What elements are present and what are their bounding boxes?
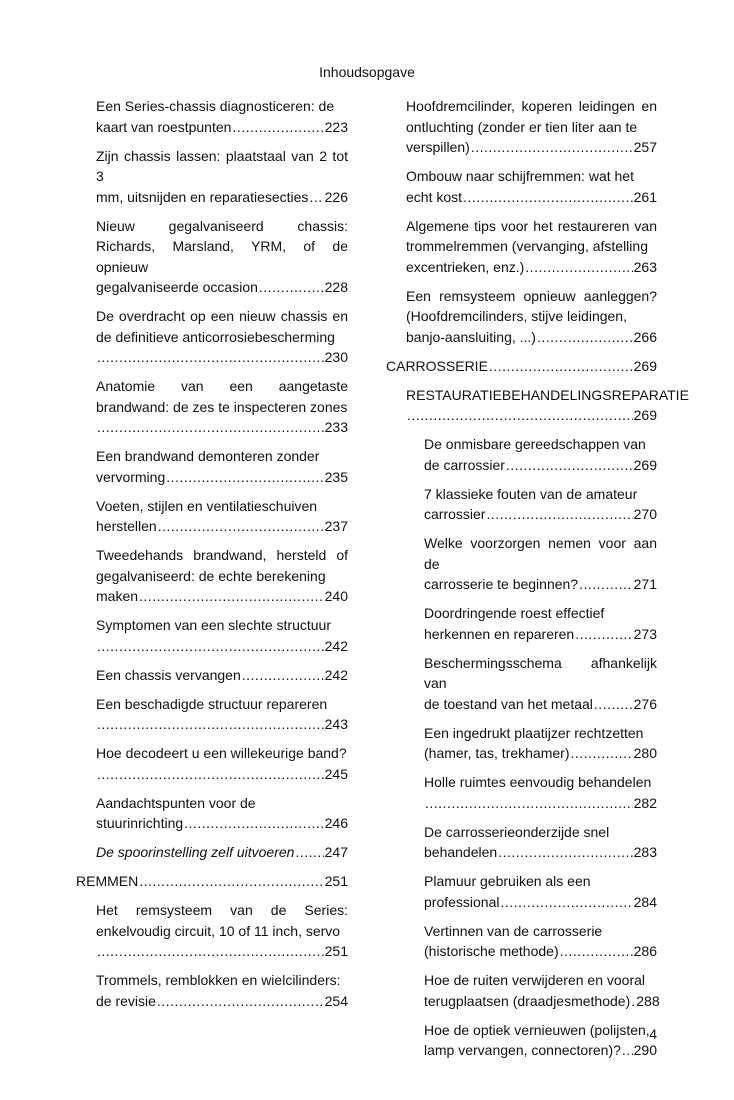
toc-entry[interactable] [76, 545, 348, 607]
toc-page-number: 271 [633, 576, 657, 592]
toc-entry-title: Nieuw gegalvaniseerd chassis: Richards, Marsland, YRM, of de opnieuw [96, 217, 348, 275]
toc-entry-title: Anatomie van een aangetaste brandwand: de zes te inspecteren zones [96, 378, 348, 415]
toc-entry[interactable] [76, 216, 348, 298]
toc-entry-title-end: (historische methode) [424, 943, 559, 959]
toc-entry[interactable] [76, 743, 348, 784]
toc-entry[interactable] [76, 665, 348, 686]
dot-leader [295, 842, 323, 863]
dot-leader [506, 455, 633, 476]
toc-page-number: 288 [636, 992, 660, 1009]
toc-entry-title: Hoe de optiek vernieuwen (polijsten, [424, 1021, 650, 1038]
toc-entry-title-end: mm, uitsnijden en reparatiesecties [96, 188, 309, 205]
dot-leader [139, 871, 323, 892]
dot-leader [242, 665, 324, 686]
toc-page-number: 242 [324, 637, 348, 654]
toc-entry-title: Hoe decodeert u een willekeurige band? [96, 745, 347, 761]
toc-page-number: 273 [633, 625, 657, 642]
dot-leader [97, 764, 324, 785]
toc-entry-title-end: excentrieken, enz.) [406, 258, 525, 275]
toc-entry[interactable] [76, 446, 348, 487]
toc-entry[interactable] [76, 615, 348, 656]
toc-entry-title: De overdracht op een nieuw chassis en de definitieve anticorrosiebescherming [96, 308, 348, 345]
toc-entry-title: Hoofdremcilinder, koperen leidingen en ontluchting (zonder er tien liter aan te [406, 98, 657, 135]
toc-entry-title-end: carrosserie te beginnen? [424, 576, 579, 592]
toc-entry[interactable] [76, 842, 348, 863]
toc-entry-title: Trommels, remblokken en wielcilinders: [96, 972, 341, 988]
page-number: 4 [649, 1026, 657, 1042]
toc-entry-title: Een Series-chassis diagnosticeren: de [96, 98, 335, 114]
dot-leader [157, 991, 324, 1012]
toc-entry-title-end: lamp vervangen, connectoren)? [424, 1042, 621, 1058]
toc-left-column [76, 96, 348, 1020]
toc-entry-title: Algemene tips voor het restaureren van trommelremmen (vervanging, afstelling [406, 217, 657, 254]
dot-leader [407, 405, 633, 426]
toc-entry-title: Een beschadigde structuur repareren [96, 695, 328, 712]
toc-page-number: 269 [633, 357, 657, 374]
toc-page-number: 266 [633, 328, 657, 345]
toc-entry-title-end: CARROSSERIE [386, 357, 488, 374]
dot-leader [631, 991, 635, 1012]
page-title: Inhoudsopgave [319, 64, 415, 80]
dot-leader [486, 504, 632, 525]
dot-leader [97, 417, 324, 438]
toc-entry[interactable] [386, 484, 657, 525]
toc-entry[interactable] [76, 496, 348, 537]
toc-page-number: 242 [324, 666, 348, 683]
toc-entry-title: Holle ruimtes eenvoudig behandelen [424, 774, 652, 790]
toc-entry[interactable] [386, 653, 657, 715]
toc-entry-title-end: de toestand van het metaal [424, 695, 593, 712]
toc-page-number: 269 [633, 456, 657, 473]
toc-entry[interactable] [76, 793, 348, 834]
toc-entry-title: Symptomen van een slechte structuur [96, 617, 332, 633]
toc-entry[interactable] [386, 871, 657, 912]
dot-leader [594, 694, 633, 715]
toc-page-number: 261 [633, 188, 657, 205]
toc-entry-title-end: carrossier [424, 506, 486, 522]
toc-page-number: 243 [324, 716, 348, 732]
toc-section-heading[interactable] [76, 871, 348, 892]
toc-entry[interactable] [386, 286, 657, 348]
toc-page-number: 245 [324, 765, 348, 782]
toc-entry-title: Een ingedrukt plaatijzer rechtzetten [424, 724, 644, 741]
toc-entry-title: De onmisbare gereedschappen van [424, 436, 646, 452]
dot-leader [97, 636, 324, 657]
toc-entry[interactable] [386, 96, 657, 158]
dot-leader [537, 327, 633, 348]
dot-leader [525, 257, 632, 278]
dot-leader [489, 356, 633, 377]
toc-entry-title-end: kaart van roestpunten [96, 118, 232, 135]
dot-leader [158, 516, 324, 537]
toc-entry-title-end: professional [424, 893, 500, 910]
toc-page-number: 257 [633, 139, 657, 155]
toc-page-number: 230 [324, 349, 348, 365]
toc-entry-title: RESTAURATIEBEHANDELINGSREPARATIE [406, 386, 689, 403]
toc-page-number: 223 [324, 118, 348, 135]
toc-page-number: 286 [633, 943, 657, 959]
toc-entry-title: Een remsysteem opnieuw aanleggen? (Hoofdremcilinders, stijve leidingen, [406, 287, 657, 324]
toc-entry[interactable] [76, 970, 348, 1011]
toc-entry-title-end: herstellen [96, 518, 157, 534]
toc-entry-title-end: vervorming [96, 468, 166, 485]
toc-entry-title-end: terugplaatsen (draadjesmethode) [424, 992, 631, 1009]
toc-page-number: 240 [324, 588, 348, 604]
toc-page-number: 280 [633, 745, 657, 761]
dot-leader [309, 187, 323, 208]
toc-entry[interactable] [386, 970, 660, 1011]
toc-entry-title: Hoe de ruiten verwijderen en vooral [424, 972, 646, 988]
toc-page-number: 226 [324, 188, 348, 205]
toc-page-number: 251 [324, 943, 348, 959]
toc-page-number: 283 [633, 844, 657, 860]
dot-leader [501, 892, 633, 913]
toc-entry-title: De carrosserieonderzijde snel [424, 823, 610, 840]
toc-entry-title: Aandachtspunten voor de [96, 794, 256, 811]
toc-entry-title-end: verspillen) [406, 139, 470, 155]
toc-entry[interactable] [386, 822, 657, 863]
toc-entry-title: Een brandwand demonteren zonder [96, 448, 320, 464]
dot-leader [425, 793, 633, 814]
toc-page-number: 276 [633, 695, 657, 712]
toc-entry[interactable] [76, 306, 348, 368]
toc-page-number: 246 [324, 815, 348, 831]
toc-entry[interactable] [386, 385, 689, 426]
toc-page-number: 270 [633, 506, 657, 522]
toc-entry[interactable] [386, 533, 657, 595]
toc-entry-title: Doordringende roest effectief [424, 605, 605, 621]
dot-leader [259, 277, 324, 298]
toc-entry-title-end: maken [96, 588, 139, 604]
dot-leader [139, 586, 324, 607]
toc-page-number: 290 [633, 1042, 657, 1058]
toc-entry-title-end: behandelen [424, 844, 498, 860]
dot-leader [463, 187, 633, 208]
toc-entry[interactable] [76, 694, 348, 735]
toc-entry-title: Het remsysteem van de Series: enkelvoudig circuit, 10 of 11 inch, servo [96, 902, 348, 939]
toc-entry-title-end: Een chassis vervangen [96, 666, 241, 683]
dot-leader [97, 714, 324, 735]
toc-entry-title: Zijn chassis lassen: plaatstaal van 2 tot 3 [96, 147, 348, 184]
dot-leader [97, 941, 324, 962]
dot-leader [471, 137, 633, 158]
toc-page-number: 282 [633, 794, 657, 811]
toc-page-number: 233 [324, 419, 348, 435]
dot-leader [184, 813, 323, 834]
toc-entry[interactable] [76, 146, 348, 208]
toc-entry-title-end: De spoorinstelling zelf uitvoeren [96, 844, 295, 860]
toc-entry-title-end: REMMEN [76, 873, 139, 889]
toc-entry[interactable] [386, 723, 657, 764]
toc-entry-title-end: gegalvaniseerde occasion [96, 279, 258, 295]
dot-leader [575, 624, 632, 645]
toc-entry[interactable] [76, 96, 348, 137]
toc-page-number: 251 [324, 873, 348, 889]
toc-entry-title: Ombouw naar schijfremmen: wat het [406, 168, 634, 184]
toc-page-number: 235 [324, 468, 348, 485]
toc-right-column [386, 96, 689, 1069]
dot-leader [232, 117, 323, 138]
dot-leader [571, 743, 633, 764]
toc-entry[interactable] [386, 216, 657, 278]
toc-section-heading[interactable] [386, 356, 657, 377]
dot-leader [498, 842, 632, 863]
dot-leader [97, 347, 324, 368]
toc-entry[interactable] [386, 921, 657, 962]
toc-entry-title: Vertinnen van de carrosserie [424, 922, 603, 939]
toc-entry-title-end: banjo-aansluiting, ...) [406, 328, 536, 345]
toc-entry-title: Tweedehands brandwand, hersteld of gegalvaniseerd: de echte berekening [96, 547, 348, 584]
toc-entry[interactable] [386, 772, 657, 813]
toc-entry-title: Plamuur gebruiken als een [424, 873, 591, 889]
toc-entry-title: Voeten, stijlen en ventilatieschuiven [96, 497, 318, 514]
toc-entry-title-end: (hamer, tas, trekhamer) [424, 745, 570, 761]
toc-entry-title-end: echt kost [406, 188, 463, 205]
toc-page-number: 269 [633, 407, 657, 423]
toc-entry[interactable] [386, 1020, 657, 1061]
toc-entry-title-end: de revisie [96, 992, 156, 1009]
toc-entry-title-end: stuurinrichting [96, 815, 184, 831]
toc-page-number: 263 [633, 258, 657, 275]
toc-entry[interactable] [76, 900, 348, 962]
dot-leader [166, 467, 323, 488]
toc-page-number: 228 [324, 279, 348, 295]
toc-page-number: 284 [633, 893, 657, 910]
toc-page-number: 237 [324, 518, 348, 534]
toc-entry-title-end: herkennen en repareren [424, 625, 575, 642]
toc-entry[interactable] [386, 166, 657, 207]
toc-entry-title-end: de carrossier [424, 456, 505, 473]
toc-entry-title: 7 klassieke fouten van de amateur [424, 485, 638, 502]
toc-page-number: 247 [324, 844, 348, 860]
dot-leader [622, 1040, 633, 1061]
toc-entry-title: Welke voorzorgen nemen voor aan de [424, 535, 657, 572]
toc-page-number: 254 [324, 992, 348, 1009]
toc-entry[interactable] [386, 603, 657, 644]
toc-entry-title: Beschermingsschema afhankelijk van [424, 654, 657, 691]
toc-entry[interactable] [76, 376, 348, 438]
dot-leader [579, 574, 633, 595]
dot-leader [560, 941, 633, 962]
toc-entry[interactable] [386, 434, 657, 475]
